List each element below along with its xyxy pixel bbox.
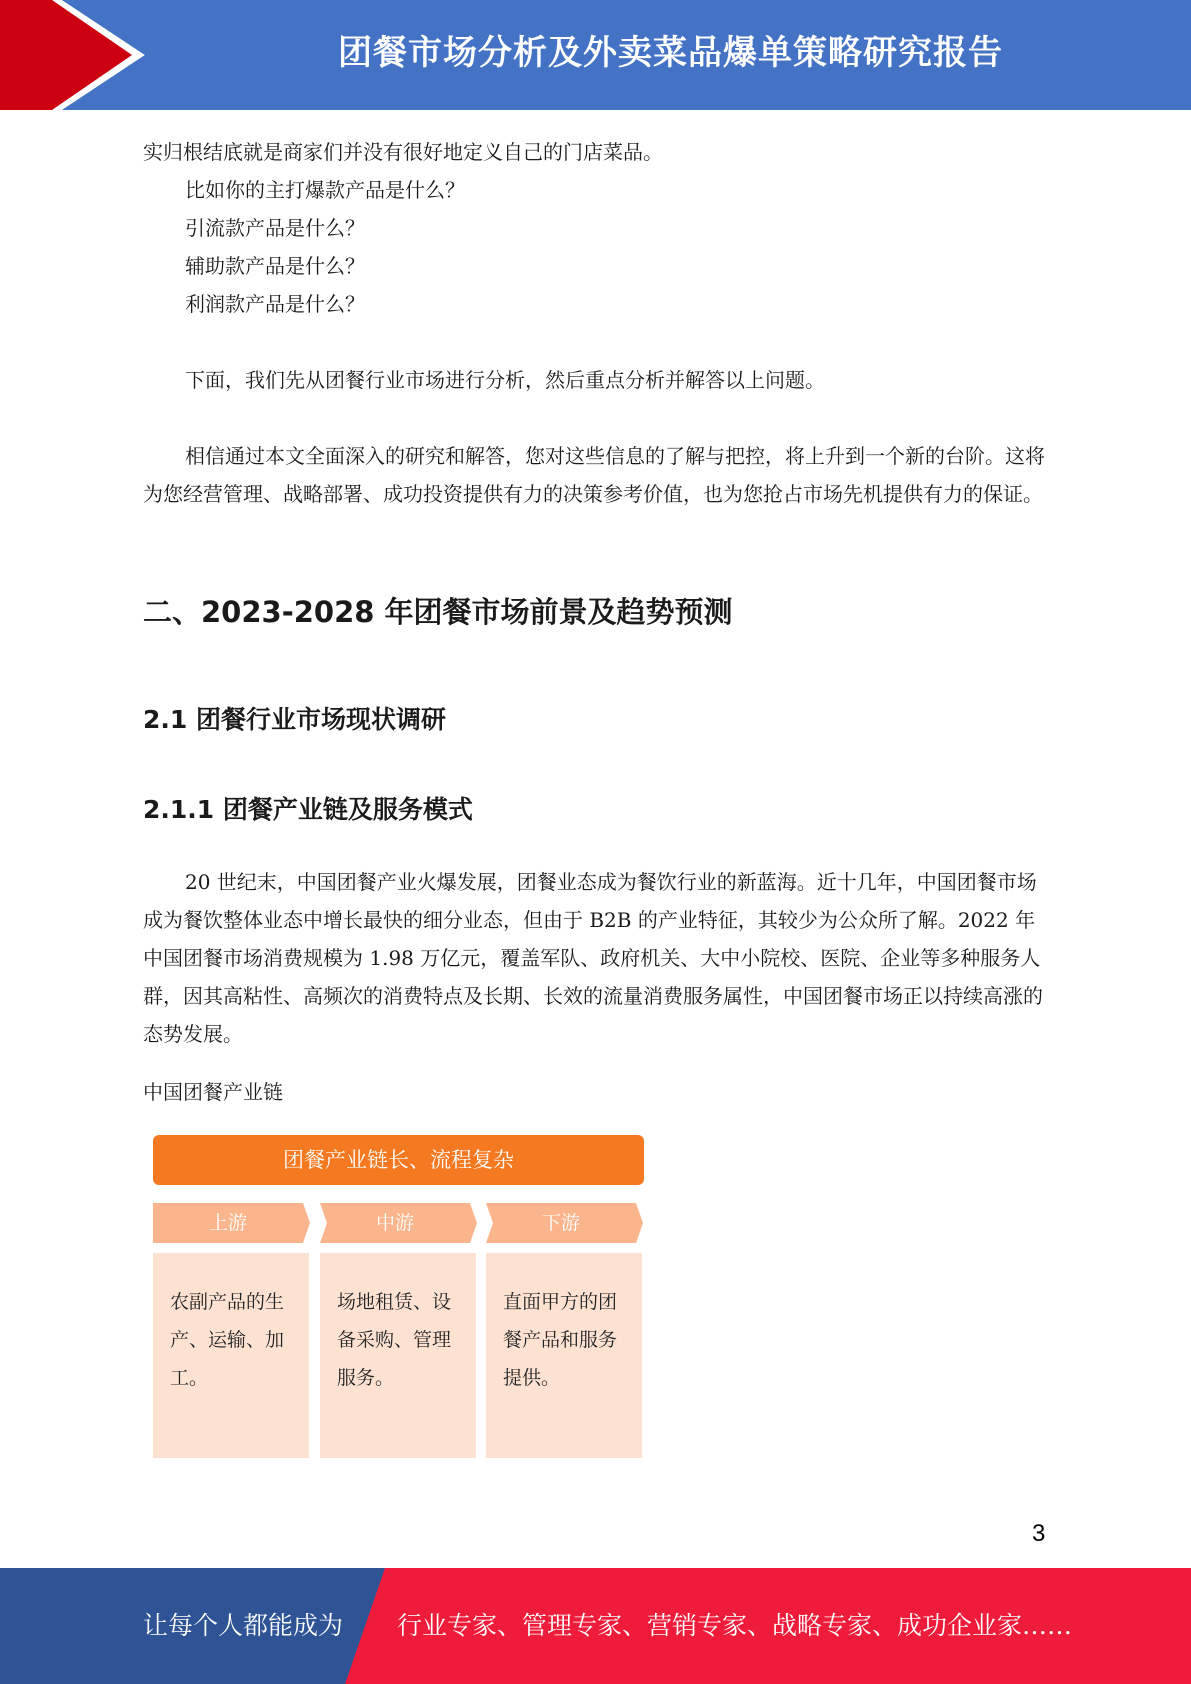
question-item: 比如你的主打爆款产品是什么？ xyxy=(185,178,465,202)
figure-banner: 团餐产业链长、流程复杂 xyxy=(153,1135,644,1185)
question-item: 引流款产品是什么？ xyxy=(185,216,365,240)
question-item: 利润款产品是什么？ xyxy=(185,292,365,316)
footer-slogan-right: 行业专家、管理专家、营销专家、战略专家、成功企业家…… xyxy=(397,1611,1073,1640)
paragraph: 下面，我们先从团餐行业市场进行分析，然后重点分析并解答以上问题。 xyxy=(185,368,825,392)
section-text xyxy=(143,863,1048,1053)
chain-column-body xyxy=(153,1253,309,1458)
chain-column-text: 农副产品的生产、运输、加工。 xyxy=(170,1291,285,1389)
industry-chain-figure xyxy=(151,1132,645,1464)
chain-column-label: 上游 xyxy=(208,1212,247,1234)
paragraph: 相信通过本文全面深入的研究和解答，您对这些信息的了解与把控，将上升到一个新的台阶。这将为您经营管理、战略部署、成功投资提供有力的决策参考价值，也为您抢占市场先机提供有力的保证。 xyxy=(143,444,1045,506)
subsubsection-heading: 2.1.1 团餐产业链及服务模式 xyxy=(143,795,473,824)
page-number: 3 xyxy=(1032,1520,1046,1547)
chain-column-body xyxy=(486,1253,642,1458)
header-chevron-decoration xyxy=(0,0,160,110)
page-header xyxy=(0,0,1191,110)
chain-column-text: 场地租赁、设备采购、管理服务。 xyxy=(337,1291,452,1389)
chain-column-label: 中游 xyxy=(375,1212,414,1234)
chain-column-label: 下游 xyxy=(541,1212,580,1234)
chain-column-text: 直面甲方的团餐产品和服务提供。 xyxy=(503,1291,618,1389)
paragraph: 20 世纪末，中国团餐产业火爆发展，团餐业态成为餐饮行业的新蓝海。近十几年，中国团餐市场成为餐饮整体业态中增长最快的细分业态，但由于 B2B 的产业特征，其较少为公众所了解。2022 年中国团餐市场消费规模为 1.98 万亿元，覆盖军队、政府机关、大中小院校、医院、企业等多种服务人群，因其高粘性、高频次的消费特点及长期、长效的流量消费服务属性，中国团餐市场正以持续高涨的态势发展。 xyxy=(143,870,1043,1046)
page-footer xyxy=(0,1568,1191,1684)
section-heading: 二、2023-2028 年团餐市场前景及趋势预测 xyxy=(143,595,733,629)
chain-column-body xyxy=(320,1253,476,1458)
footer-slogan-left: 让每个人都能成为 xyxy=(143,1611,344,1640)
question-item: 辅助款产品是什么？ xyxy=(185,254,365,278)
report-title: 团餐市场分析及外卖菜品爆单策略研究报告 xyxy=(338,33,1003,73)
figure-caption: 中国团餐产业链 xyxy=(143,1080,283,1104)
paragraph: 实归根结底就是商家们并没有很好地定义自己的门店菜品。 xyxy=(143,140,663,164)
intro-text xyxy=(143,133,1048,513)
subsection-heading: 2.1 团餐行业市场现状调研 xyxy=(143,705,446,734)
